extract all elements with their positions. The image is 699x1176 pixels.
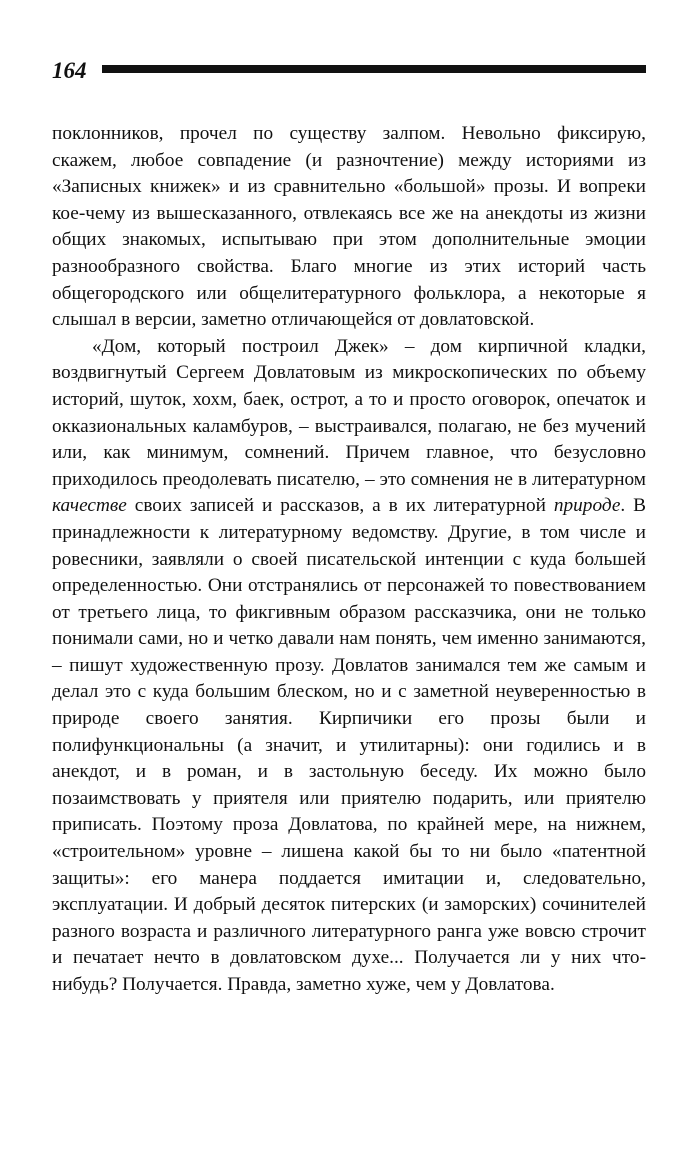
italic-word-quality: качестве — [52, 495, 127, 517]
page-header — [52, 56, 646, 86]
paragraph-2 — [52, 334, 646, 999]
page-number: 164 — [52, 58, 87, 83]
header-rule — [102, 65, 646, 73]
paragraph-2-part-3: . В принадлежности к литературному ведомству. Другие, в том числе и ровесники, заявляли о своей писательской интенции с куда большей определенностью. Они отстранялись от персонажей то повествованием от третьего лица, то фикгивным образом рассказчика, они не только понимали сами, но и четко давали нам понять, чем именно занимаются, – пишут художественную прозу. Довлатов занимался тем же самым и делал это с куда большим блеском, но и с заметной неуверенностью в природе своего занятия. Кирпичики его прозы были и полифункциональны (а значит, и утилитарны): они годились и в анекдот, и в роман, и в застольную беседу. Их можно было позаимствовать у приятеля или приятелю подарить, или приятелю приписать. Поэтому проза Довлатова, по крайней мере, на нижнем, «строительном» уровне – лишена какой бы то ни было «патентной защиты»: его манера поддается имитации и, следовательно, эксплуатации. И добрый десяток питерских (и заморских) сочинителей разного возраста и различного литературного ранга уже вовсю строчит и печатает нечто в довлатовском духе... Получается ли у них что-нибудь? Получается. Правда, заметно хуже, чем у Довлатова. — [52, 495, 646, 995]
paragraph-1: поклонников, прочел по существу залпом. Невольно фиксирую, скажем, любое совпадение (и разночтение) между историями из «Записных книжек» и из сравнительно «большой» прозы. И вопреки кое-чему из вышесказанного, отвлекаясь все же на анекдоты из жизни общих знакомых, испытываю при этом дополнительные эмоции разнообразного свойства. Благо многие из этих историй часть общегородского или общелитературного фольклора, а некоторые я слышал в версии, заметно отличающейся от довлатовской. — [52, 123, 646, 331]
paragraph-2-part-2: своих записей и рассказов, а в их литературной — [126, 495, 554, 517]
paragraph-2-part-1: «Дом, который построил Джек» – дом кирпичной кладки, воздвигнутый Сергеем Довлатовым из микроскопических по объему историй, шуток, хохм, баек, острот, а то и просто оговорок, опечаток и окказиональных каламбуров, – выстраивался, полагаю, не без мучений или, как минимум, сомнений. Причем главное, что безусловно приходилось преодолевать писателю, – это сомнения не в литературном — [52, 335, 646, 490]
italic-word-nature: природе — [553, 495, 621, 517]
body-text — [52, 121, 646, 999]
